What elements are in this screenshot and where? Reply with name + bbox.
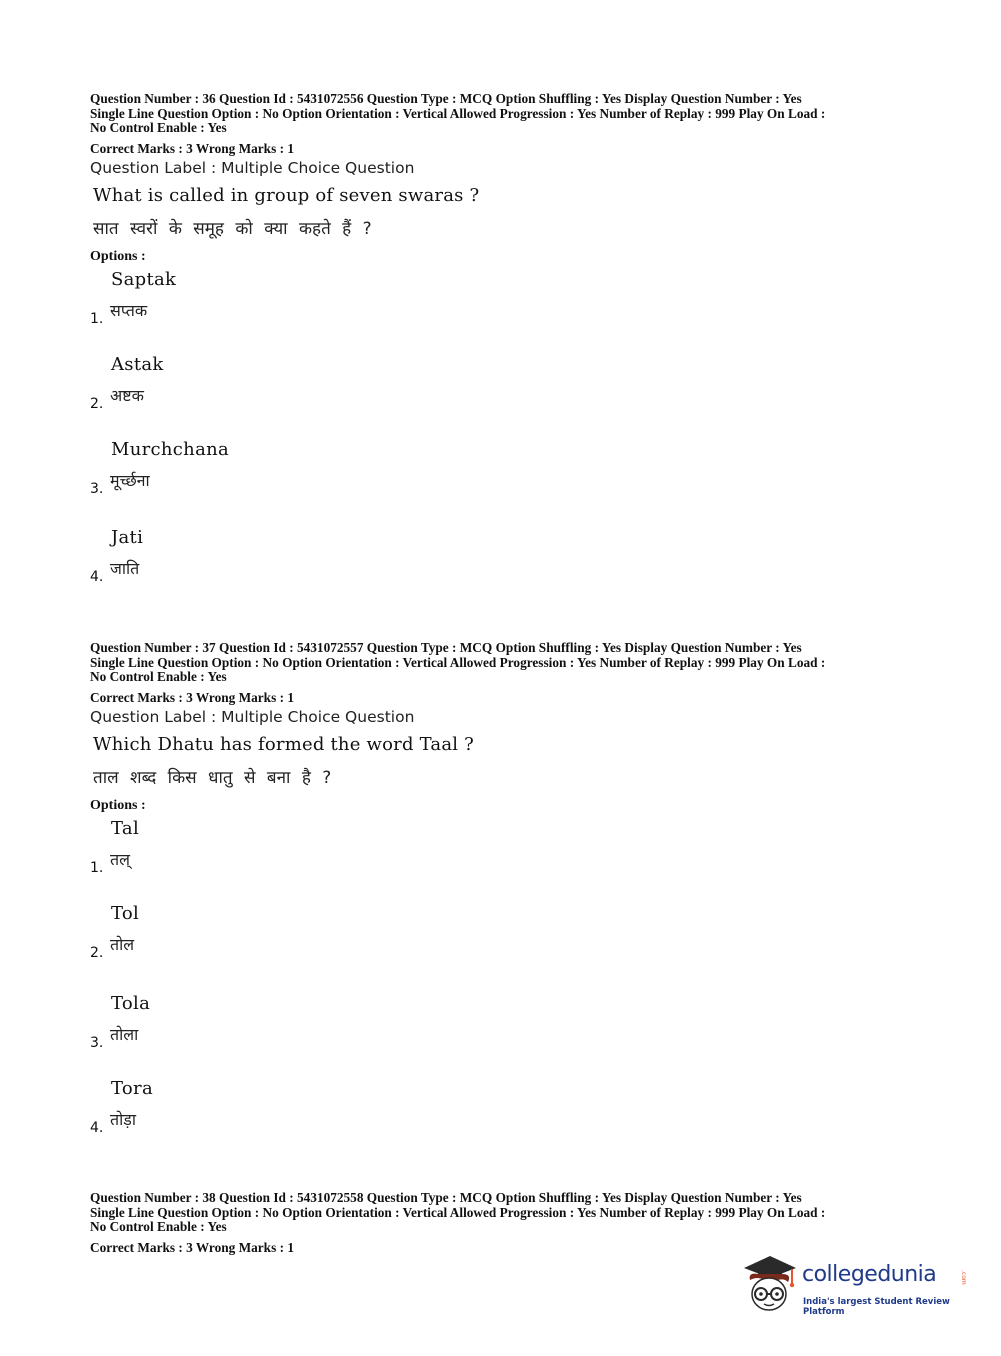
question-meta-line-1: Question Number : 37 Question Id : 5431072557 Question Type : MCQ Option Shuffling : Yes Display Question Number : Yes (90, 640, 802, 655)
question-meta-line-1: Question Number : 36 Question Id : 5431072556 Question Type : MCQ Option Shuffling : Yes Display Question Number : Yes (90, 91, 802, 106)
logo-tagline: India's largest Student Review Platform (803, 1297, 950, 1317)
question-label: Question Label : Multiple Choice Question (90, 158, 415, 177)
option-item (90, 523, 920, 608)
question-text-hindi: सात स्वरों के समूह को क्या कहते हैं ? (93, 218, 372, 239)
question-meta-line-3: No Control Enable : Yes (90, 120, 227, 136)
option-item (90, 265, 920, 350)
option-text-hindi: तोड़ा (110, 1109, 136, 1129)
option-number: 4. (90, 1119, 104, 1136)
question-label: Question Label : Multiple Choice Question (90, 707, 415, 726)
option-number: 1. (90, 310, 104, 327)
option-text-hindi: अष्टक (110, 385, 144, 405)
option-text-english: Jati (111, 526, 144, 548)
question-block-38 (90, 1191, 920, 1255)
question-meta-line-3: No Control Enable : Yes (90, 1219, 227, 1235)
option-number: 1. (90, 859, 104, 876)
logo-wordmark: collegedunia (802, 1262, 937, 1287)
option-text-english: Murchchana (111, 438, 230, 460)
option-text-hindi: तोला (110, 1024, 139, 1044)
question-block-37 (90, 641, 920, 1159)
question-meta-line-2: Single Line Question Option : No Option Orientation : Vertical Allowed Progression : Yes Number of Replay : 999 Play On Load : (90, 1204, 826, 1220)
option-text-hindi: सप्तक (110, 300, 148, 320)
option-item (90, 435, 920, 523)
mascot-icon (740, 1252, 798, 1318)
option-text-hindi: तोल (110, 934, 135, 954)
option-text-hindi: तल् (110, 849, 130, 869)
option-item (90, 814, 920, 899)
option-item (90, 1074, 920, 1159)
question-meta-line-2: Single Line Question Option : No Option Orientation : Vertical Allowed Progression : Yes Number of Replay : 999 Play On Load : (90, 105, 826, 121)
option-number: 4. (90, 568, 104, 585)
question-block-36 (90, 92, 920, 608)
option-number: 3. (90, 480, 104, 497)
option-number: 2. (90, 395, 104, 412)
option-item (90, 899, 920, 989)
options-label: Options : (90, 248, 146, 264)
option-text-english: Tola (111, 992, 151, 1014)
option-item (90, 350, 920, 435)
question-meta-line-2: Single Line Question Option : No Option Orientation : Vertical Allowed Progression : Yes Number of Replay : 999 Play On Load : (90, 654, 826, 670)
question-marks: Correct Marks : 3 Wrong Marks : 1 (90, 140, 294, 156)
question-text-english: Which Dhatu has formed the word Taal ? (93, 733, 474, 755)
question-text-hindi: ताल शब्द किस धातु से बना है ? (93, 767, 332, 788)
option-text-english: Tal (111, 817, 139, 839)
logo-com-suffix: .com (960, 1270, 967, 1285)
question-meta-line-3: No Control Enable : Yes (90, 669, 227, 685)
collegedunia-logo (740, 1250, 970, 1320)
question-meta-line-1: Question Number : 38 Question Id : 5431072558 Question Type : MCQ Option Shuffling : Yes Display Question Number : Yes (90, 1190, 802, 1205)
question-marks: Correct Marks : 3 Wrong Marks : 1 (90, 1239, 294, 1255)
option-text-english: Saptak (111, 268, 177, 290)
question-text-english: What is called in group of seven swaras ? (93, 184, 480, 206)
option-text-english: Tora (111, 1077, 153, 1099)
option-item (90, 989, 920, 1074)
question-marks: Correct Marks : 3 Wrong Marks : 1 (90, 689, 294, 705)
options-label: Options : (90, 797, 146, 813)
option-text-english: Astak (111, 353, 164, 375)
option-number: 2. (90, 944, 104, 961)
option-text-hindi: जाति (110, 558, 140, 578)
option-text-hindi: मूर्च्छना (110, 470, 150, 490)
option-text-english: Tol (111, 902, 140, 924)
option-number: 3. (90, 1034, 104, 1051)
